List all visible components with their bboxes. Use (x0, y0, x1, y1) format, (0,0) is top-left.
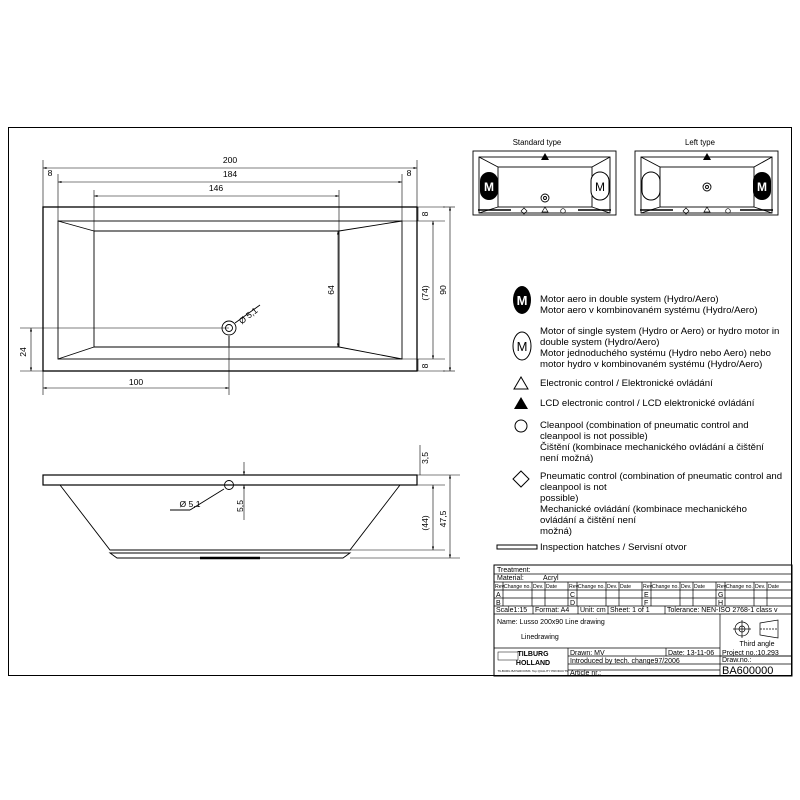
legend-text: Motor aero in double system (Hydro/Aero) (540, 294, 719, 305)
svg-text:M: M (595, 180, 605, 194)
rev-letter: C (570, 592, 576, 599)
lcd-control-marker-icon (541, 153, 549, 160)
format-value: Format: A4 (535, 607, 570, 614)
change-header: Change no. (504, 584, 531, 590)
dim-drain-offset-x: 100 (128, 377, 144, 387)
dim-inner-length: 184 (222, 169, 238, 179)
motor-outline-icon (642, 172, 660, 200)
dim-drain-depth: 5,5 (235, 500, 245, 512)
rev-letter: B (496, 600, 501, 607)
legend-text: Mechanické ovládání (kombinace mechanického (540, 504, 747, 515)
dev-header: Dev. (607, 584, 618, 590)
rev-header: Rev. (643, 584, 654, 590)
legend-diamond-outline-icon (513, 471, 529, 487)
scale-value: Scale1:15 (496, 607, 528, 614)
legend-text: Electronic control / Elektronické ovládání (540, 378, 713, 389)
legend-text: LCD electronic control / LCD elektronické ovládání (540, 398, 755, 409)
legend-circle-outline-icon (515, 420, 527, 432)
dim-floor-width: 64 (326, 285, 336, 295)
legend-text: Cleanpool (combination of pneumatic control and (540, 420, 749, 431)
dim-drain-diameter: Ø 5,1 (236, 305, 260, 327)
date-header: Date (546, 584, 557, 590)
rev-letter: H (718, 600, 724, 607)
standard-type-panel (473, 138, 616, 215)
drawn-by: Drawn: MV (570, 650, 605, 657)
legend-motor-outline-icon (513, 332, 531, 360)
company-name-line2: HOLLAND (515, 660, 551, 667)
rev-header: Rev. (495, 584, 506, 590)
dim-floor-length: 146 (208, 183, 224, 193)
motor-filled-icon (753, 172, 771, 200)
change-header: Change no. (652, 584, 679, 590)
legend-text: Motor of single system (Hydro or Aero) or hydro motor in (540, 326, 780, 337)
dim-side-drain-diameter: Ø 5,1 (179, 499, 201, 509)
dim-rim-left: 8 (47, 168, 53, 178)
sheet-value: Sheet: 1 of 1 (610, 607, 650, 614)
rev-letter: D (570, 600, 576, 607)
svg-text:M: M (516, 339, 528, 354)
legend-motor-filled-icon (513, 286, 531, 314)
drawn-date: Date: 13-11-06 (668, 650, 715, 657)
legend-text: motor hydro v kombinovaném systému (Hydro/Aero) (540, 359, 763, 370)
left-type-panel (635, 138, 778, 215)
top-dimensions (20, 160, 455, 395)
dev-header: Dev. (681, 584, 692, 590)
standard-type-label: Standard type (512, 138, 562, 147)
top-dimension-labels (18, 155, 448, 387)
title-block (494, 565, 792, 677)
date-header: Date (620, 584, 631, 590)
electronic-control-marker-icon (542, 207, 548, 212)
legend-text: Motor jednoduchého systému (Hydro nebo Aero) nebo (540, 348, 771, 359)
material-label: Material: (497, 575, 524, 582)
lcd-control-marker-icon (703, 153, 711, 160)
treatment-label: Treatment: (497, 567, 531, 574)
electronic-control-marker-icon (704, 207, 710, 212)
dim-overall-height: 47,5 (438, 510, 448, 528)
top-view (43, 207, 417, 371)
dim-drain-offset-y: 24 (18, 347, 28, 357)
article-number: Article nr.: (570, 670, 602, 677)
legend-text: cleanpool is not possible) (540, 431, 648, 442)
company-logo (498, 652, 518, 660)
change-header: Change no. (726, 584, 753, 590)
rev-header: Rev. (569, 584, 580, 590)
left-type-label: Left type (685, 138, 715, 147)
legend (497, 286, 782, 553)
rev-letter: G (718, 592, 724, 599)
dim-inner-depth: (44) (420, 515, 430, 531)
motor-outline-icon (591, 172, 609, 200)
company-tagline2: Top QUALITY PRODUCTS (531, 669, 569, 673)
legend-hatch-bar-icon (497, 545, 537, 549)
legend-triangle-filled-icon (514, 397, 528, 409)
rev-letter: A (496, 592, 501, 599)
dim-rim-top: 8 (420, 211, 430, 217)
tolerance-value: Tolerance: NEN-ISO 2768-1 class v (667, 607, 778, 614)
company-tagline1: TILBURG BATHROOMS (497, 669, 531, 673)
dim-inner-width: (74) (420, 285, 430, 301)
svg-text:M: M (484, 180, 494, 194)
dim-overall-width: 90 (438, 285, 448, 295)
introduced-by: Introduced by tech. change97/2006 (570, 658, 680, 665)
svg-text:M: M (757, 180, 767, 194)
material-value: Acryl (543, 575, 559, 582)
legend-text: ovládání a čištění není (540, 515, 637, 526)
legend-triangle-outline-icon (514, 377, 528, 389)
change-header: Change no. (578, 584, 605, 590)
date-header: Date (694, 584, 705, 590)
project-number: Project no.:10.293 (722, 650, 779, 657)
unit-value: Unit: cm (580, 607, 606, 614)
third-angle-projection-icon (733, 620, 778, 638)
legend-text: Motor aero v kombinovaném systému (Hydro/Aero) (540, 305, 758, 316)
side-view (43, 475, 417, 558)
dev-header: Dev. (533, 584, 544, 590)
dim-overall-length: 200 (222, 155, 238, 165)
motor-filled-icon (480, 172, 498, 200)
dev-header: Dev. (755, 584, 766, 590)
legend-text: cleanpool is not (540, 482, 607, 493)
drawing-number-label: Draw.no.: (722, 657, 752, 664)
dim-rim-height: 3,5 (420, 452, 430, 464)
legend-text: Inspection hatches / Servisní otvor (540, 542, 687, 553)
rev-letter: F (644, 600, 649, 607)
legend-text: Čištění (kombinace mechanického ovládání a čištění (540, 442, 764, 453)
date-header: Date (768, 584, 779, 590)
drawing-number: BA600000 (722, 665, 774, 677)
drawing-name: Name: Lusso 200x90 Line drawing (497, 619, 605, 626)
svg-text:M: M (516, 293, 528, 308)
legend-text: double system (Hydro/Aero) (540, 337, 660, 348)
third-angle-label: Third angle (739, 641, 775, 648)
legend-text: possible) (540, 493, 579, 504)
rev-letter: E (644, 592, 649, 599)
dim-rim-bottom: 8 (420, 363, 430, 369)
rev-header: Rev. (717, 584, 728, 590)
legend-text: Pneumatic control (combination of pneumatic control and (540, 471, 783, 482)
legend-text: není možná) (540, 453, 594, 464)
dim-rim-right: 8 (406, 168, 412, 178)
drawing-type: Linedrawing (521, 634, 559, 641)
legend-text: možná) (540, 526, 572, 537)
company-name-line1: TILBURG (517, 651, 549, 658)
